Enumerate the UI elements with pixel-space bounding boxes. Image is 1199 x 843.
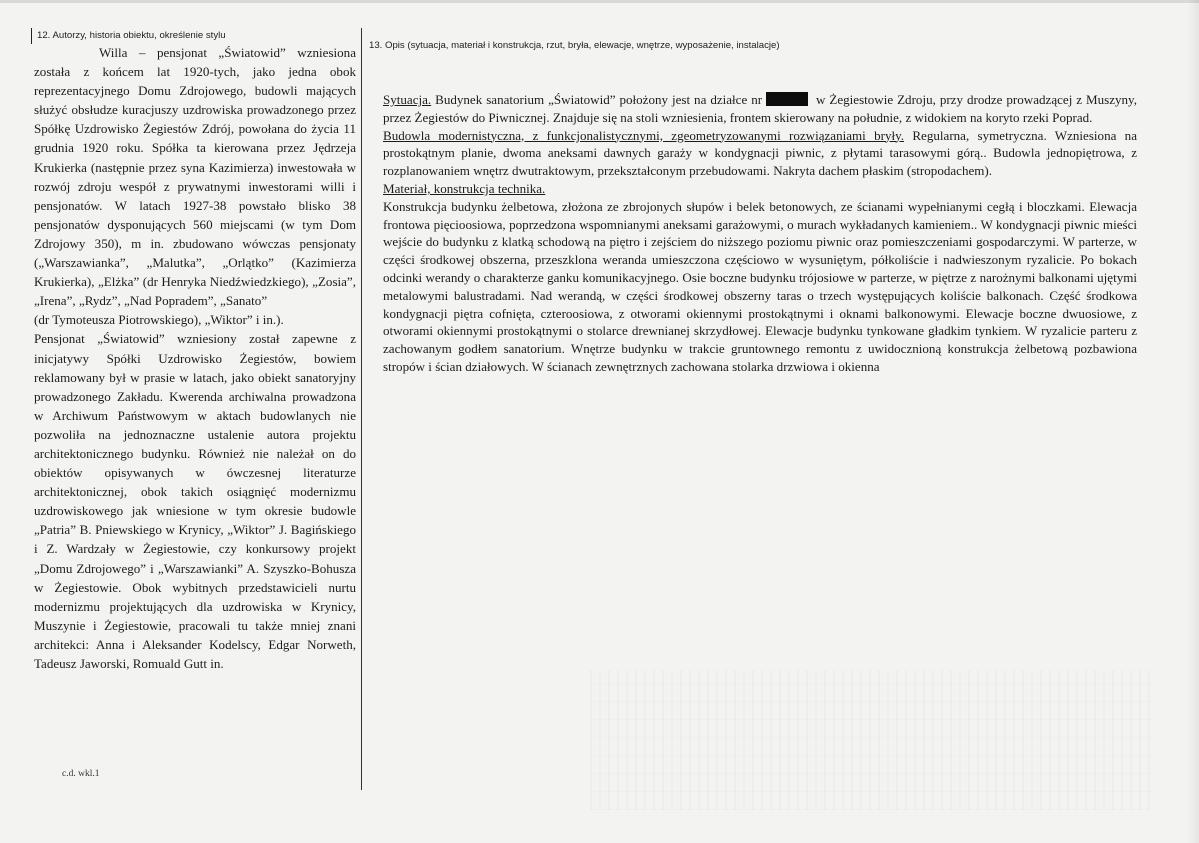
section-13-heading: 13. Opis (sytuacja, materiał i konstrukcja, rzut, bryła, elewacje, wnętrze, wyposażenie, instalacje) <box>369 40 780 51</box>
sytuacja-text-b: w Żegiestowie Zdroju, przy drodze prowadzącej z Muszyny, przez Żegiestów do Piwnicznej. Znajduje się na stoli wzniesienia, frontem skierowany na południe, z widokiem na koryto rzeki Poprad. <box>383 92 1137 125</box>
sytuacja-text-a: Budynek sanatorium „Światowid” położony jest na działce nr <box>435 92 763 107</box>
history-paragraph-1 <box>34 43 356 310</box>
material-paragraph <box>383 198 1137 376</box>
history-paragraph-1-end <box>34 310 356 329</box>
material-heading-line <box>383 180 1137 198</box>
history-column <box>34 43 356 673</box>
bryla-paragraph <box>383 127 1137 180</box>
top-edge-rule <box>0 0 1199 3</box>
section-12-heading: 12. Autorzy, historia obiektu, określenie stylu <box>37 30 226 41</box>
description-column <box>383 91 1137 376</box>
sytuacja-label: Sytuacja. <box>383 92 432 107</box>
history-paragraph-1-end-text: (dr Tymoteusza Piotrowskiego), „Wiktor” i in.). <box>34 312 284 328</box>
show-through-texture <box>590 670 1150 810</box>
margin-tick-mark <box>31 28 32 44</box>
bryla-label: Budowla modernistyczna, z funkcjonalistycznymi, zgeometryzowanymi rozwiązaniami bryły. <box>383 127 905 143</box>
material-text: Konstrukcja budynku żelbetowa, złożona ze zbrojonych słupów i belek betonowych, ze ścianami wypełnianymi cegłą i bloczkami. Elewacja frontowa pięcioosiowa, poprzedzona wspomnianymi aneksami garażowymi, o murach wykładanych kamieniem.. W kondygnacji piwnic mieści wejście do budynku z klatką schodową na piętro i zejściem do niższego poziomu piwnic oraz pomieszczeniami gospodarczymi. W parterze, w części środkowej obszerna, przeszklona weranda umieszczona częściowo w wysuniętym, półkoliście i nadwieszonym ryzalicie. Po bokach odcinki werandy o charakterze ganku komunikacyjnego. Osie boczne budynku trójosiowe w parterze, w piętrze z narożnymi balkonami ujętymi metalowymi balustradami. Nad werandą, w części środkowej obszerny taras o trzech występujących koliście balkonach. Część środkowa kondygnacji piętra cofnięta, czteroosiowa, z otworami okiennymi prostokątnymi i oknami balkonowymi. Elewacje boczne dwuosiowe, z otworami okiennymi prostokątnymi o stolarce drewnianej skrzydłowej. Elewacje budynku tynkowane gładkim tynkiem. W ryzalicie parteru z zachowanym godłem sanatorium. Wnętrze budynku w trakcie gruntownego remontu z uwidocznioną konstrukcja żelbetową pozbawiona stropów i ścian działowych. W ścianach zewnętrznych zachowana stolarka drzwiowa i okienna <box>383 198 1137 374</box>
history-paragraph-2 <box>34 329 356 673</box>
sytuacja-paragraph <box>383 91 1137 127</box>
continuation-note: c.d. wkl.1 <box>62 769 100 779</box>
material-label: Materiał, konstrukcja technika. <box>383 180 546 196</box>
history-paragraph-1-text: Willa – pensjonat „Światowid” wzniesiona została z końcem lat 1920-tych, jako jedna obok reprezentacyjnego Domu Zdrojowego, budowli mających służyć obsłudze kuracjuszy uzdrowiska prowadzonego przez Spółkę Uzdrowisko Żegiestów Zdrój, powołana do życia 11 grudnia 1920 roku. Spółka ta kierowana przez Jędrzeja Krukierka (następnie przez syna Kazimierza) inwestowała w rozwój zdroju wespół z prywatnymi inwestorami willi i pensjonatów. W latach 1927-38 powstało blisko 38 pensjonatów dysponujących 560 miejscami (w tym Dom Zdrojowy 350), m in. zbudowano wówczas pensjonaty („Warszawianka”, „Malutka”, „Orlątko” (Kazimierza Krukierka), „Elżka” (dr Henryka Niedźwiedzkiego), „Zosia”, „Irena”, „Rydz”, „Nad Popradem”, „Sanato” <box>34 45 356 309</box>
history-paragraph-2-text: Pensjonat „Światowid” wzniesiony został zapewne z inicjatywy Spółki Uzdrowisko Żegiestów, bowiem reklamowany był w prasie w latach, jako obiekt sanatoryjny prowadzonego Zakładu. Kwerenda archiwalna prowadzona w Archiwum Państwowym w aktach budowlanych nie pozwoliła na jednoznaczne ustalenie autora projektu architektonicznego budynku. Również nie należał on do obiektów opisywanych w ówczesnej literaturze architektonicznej, obok takich osiągnięć modernizmu uzdrowiskowego jak wniesione w tym okresie budowle „Patria” B. Pniewskiego w Krynicy, „Wiktor” J. Bagińskiego i Z. Wardzały w Żegiestowie, czy konkursowy projekt „Domu Zdrojowego” i „Warszawianki” A. Szyszko-Bohusza w Żegiestowie. Obok wybitnych przedstawicieli nurtu modernizmu projektujących dla uzdrowiska w Krynicy, Muszynie i Żegiestowie, pracowali tu także mniej znani architekci: Anna i Aleksander Kodelscy, Edgar Norweth, Tadeusz Jaworski, Romuald Gutt in. <box>34 331 356 671</box>
page-edge-shadow <box>1187 0 1199 843</box>
bryla-text: Regularna, symetryczna. Wzniesiona na prostokątnym planie, dwoma aneksami dawnych garaży w kondygnacji piwnic, z płytami tarasowymi górą.. Budowla jednopiętrowa, z rozplanowaniem wnętrz dwutraktowym, przekształconym przebudowami. Nakryta dachem płaskim (stropodachem). <box>383 127 1138 179</box>
column-divider <box>361 28 362 790</box>
redaction-block <box>766 92 808 106</box>
